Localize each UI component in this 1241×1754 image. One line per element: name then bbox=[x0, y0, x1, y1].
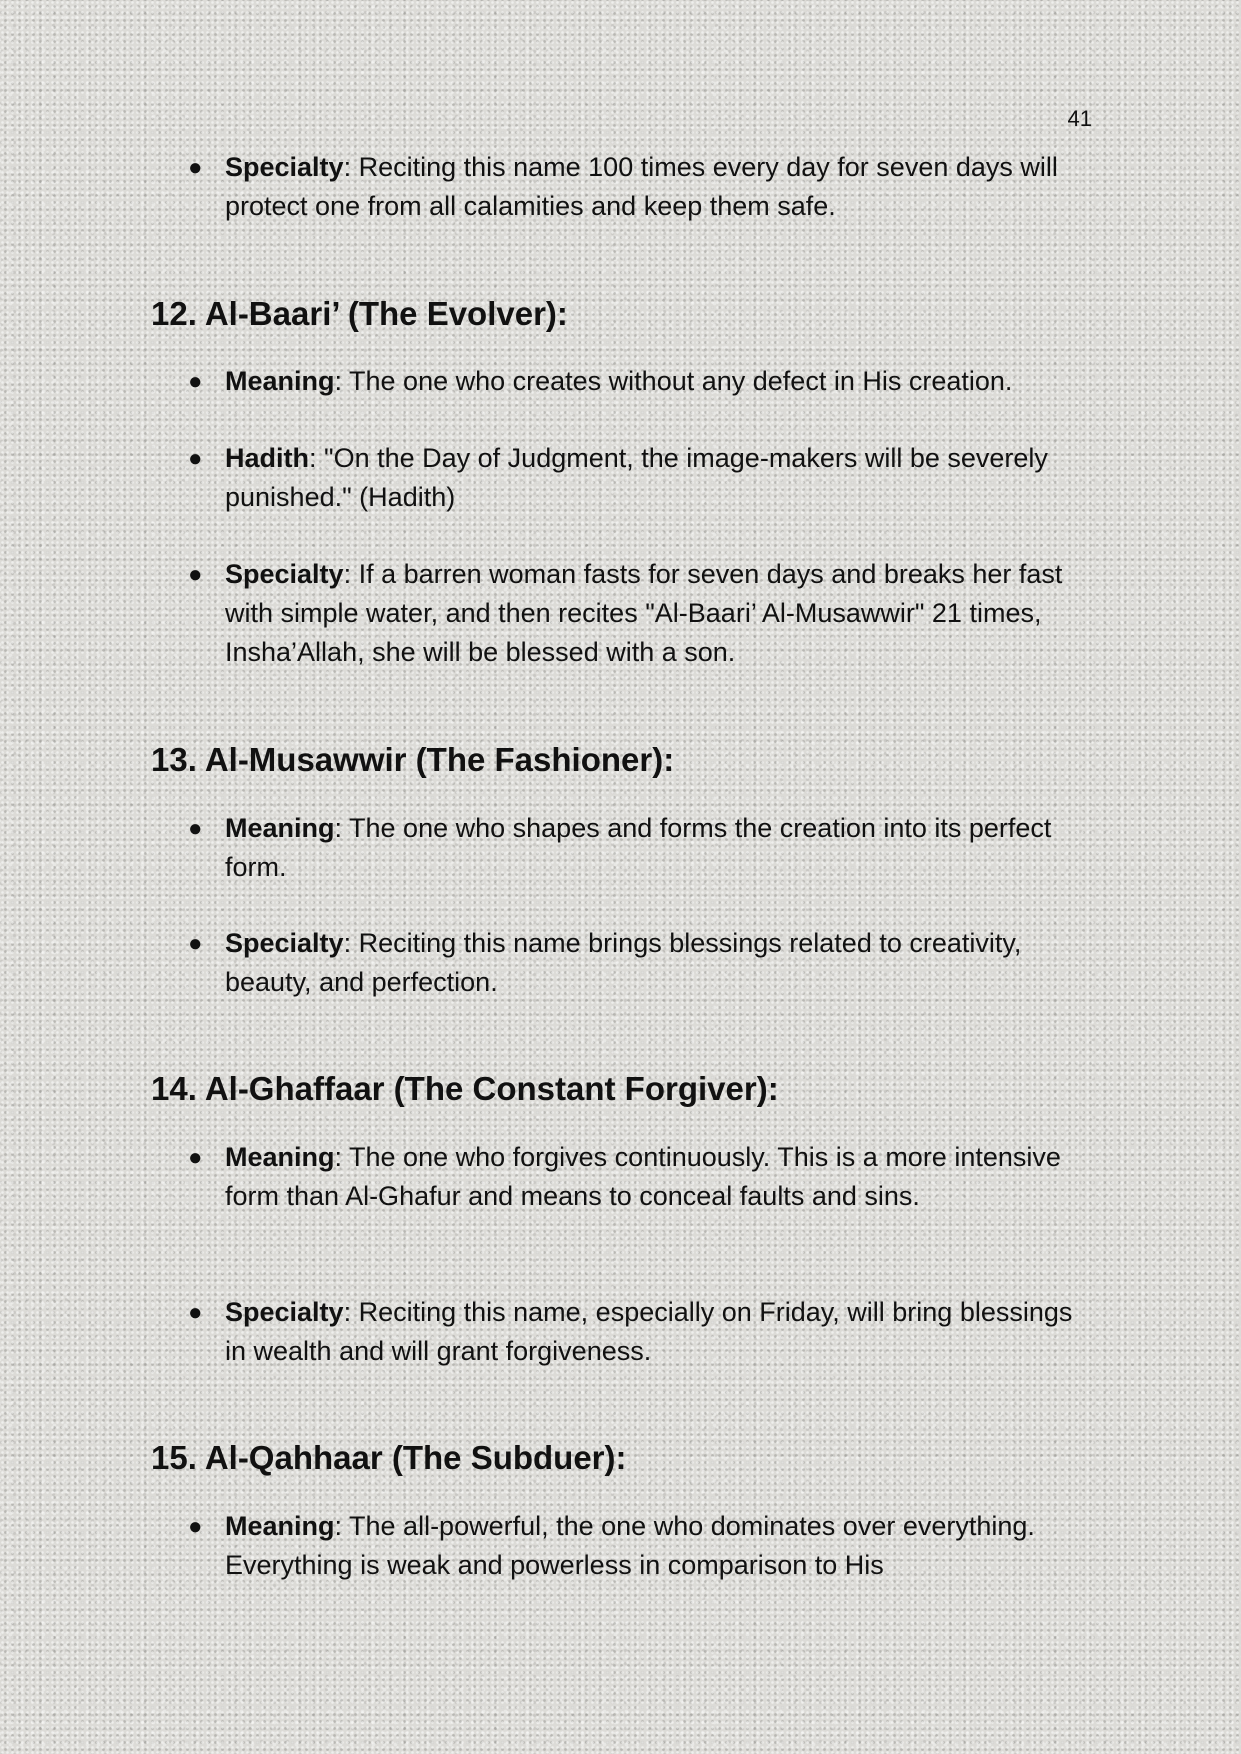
bullet-icon: ● bbox=[188, 154, 203, 181]
list-item bbox=[190, 924, 1090, 1002]
page-number: 41 bbox=[1067, 106, 1092, 131]
section-heading: 13. Al-Musawwir (The Fashioner): bbox=[151, 741, 675, 778]
bullet-icon: ● bbox=[188, 1299, 203, 1326]
item-text: : Reciting this name 100 times every day for seven days will protect one from all calamities and keep them safe. bbox=[225, 152, 1058, 221]
item-label: Specialty bbox=[225, 928, 344, 958]
item-text: : Reciting this name, especially on Friday, will bring blessings in wealth and will grant forgiveness. bbox=[225, 1297, 1073, 1366]
item-text: : The one who forgives continuously. This is a more intensive form than Al-Ghafur and means to conceal faults and sins. bbox=[225, 1142, 1061, 1211]
item-label: Specialty bbox=[225, 559, 344, 589]
list-item bbox=[190, 148, 1090, 226]
list-item bbox=[190, 1138, 1090, 1216]
list-item bbox=[190, 1293, 1090, 1371]
item-label: Meaning bbox=[225, 1142, 335, 1172]
bullet-icon: ● bbox=[188, 930, 203, 957]
section-heading: 14. Al-Ghaffaar (The Constant Forgiver): bbox=[151, 1070, 779, 1107]
item-label: Specialty bbox=[225, 152, 344, 182]
bullet-icon: ● bbox=[188, 561, 203, 588]
list-item bbox=[190, 439, 1090, 517]
item-text: : Reciting this name brings blessings related to creativity, beauty, and perfection. bbox=[225, 928, 1022, 997]
bullet-icon: ● bbox=[188, 1144, 203, 1171]
item-text: : The all-powerful, the one who dominates over everything. Everything is weak and powerless in comparison to His bbox=[225, 1511, 1035, 1580]
item-label: Meaning bbox=[225, 1511, 335, 1541]
list-item bbox=[190, 809, 1090, 887]
bullet-icon: ● bbox=[188, 368, 203, 395]
bullet-icon: ● bbox=[188, 445, 203, 472]
item-text: : The one who shapes and forms the creation into its perfect form. bbox=[225, 813, 1052, 882]
item-text: : If a barren woman fasts for seven days and breaks her fast with simple water, and then recites "Al-Baari’ Al-Musawwir" 21 times, Insha’Allah, she will be blessed with a son. bbox=[225, 559, 1063, 667]
list-item bbox=[190, 1507, 1090, 1585]
item-label: Specialty bbox=[225, 1297, 344, 1327]
item-label: Hadith bbox=[225, 443, 309, 473]
item-label: Meaning bbox=[225, 366, 335, 396]
list-item bbox=[190, 555, 1090, 672]
section-heading: 12. Al-Baari’ (The Evolver): bbox=[151, 295, 568, 332]
item-text: : The one who creates without any defect in His creation. bbox=[334, 366, 1013, 396]
item-label: Meaning bbox=[225, 813, 335, 843]
item-text: : "On the Day of Judgment, the image-makers will be severely punished." (Hadith) bbox=[225, 443, 1048, 512]
bullet-icon: ● bbox=[188, 815, 203, 842]
section-heading: 15. Al-Qahhaar (The Subduer): bbox=[151, 1439, 627, 1476]
list-item bbox=[190, 362, 1090, 401]
bullet-icon: ● bbox=[188, 1513, 203, 1540]
